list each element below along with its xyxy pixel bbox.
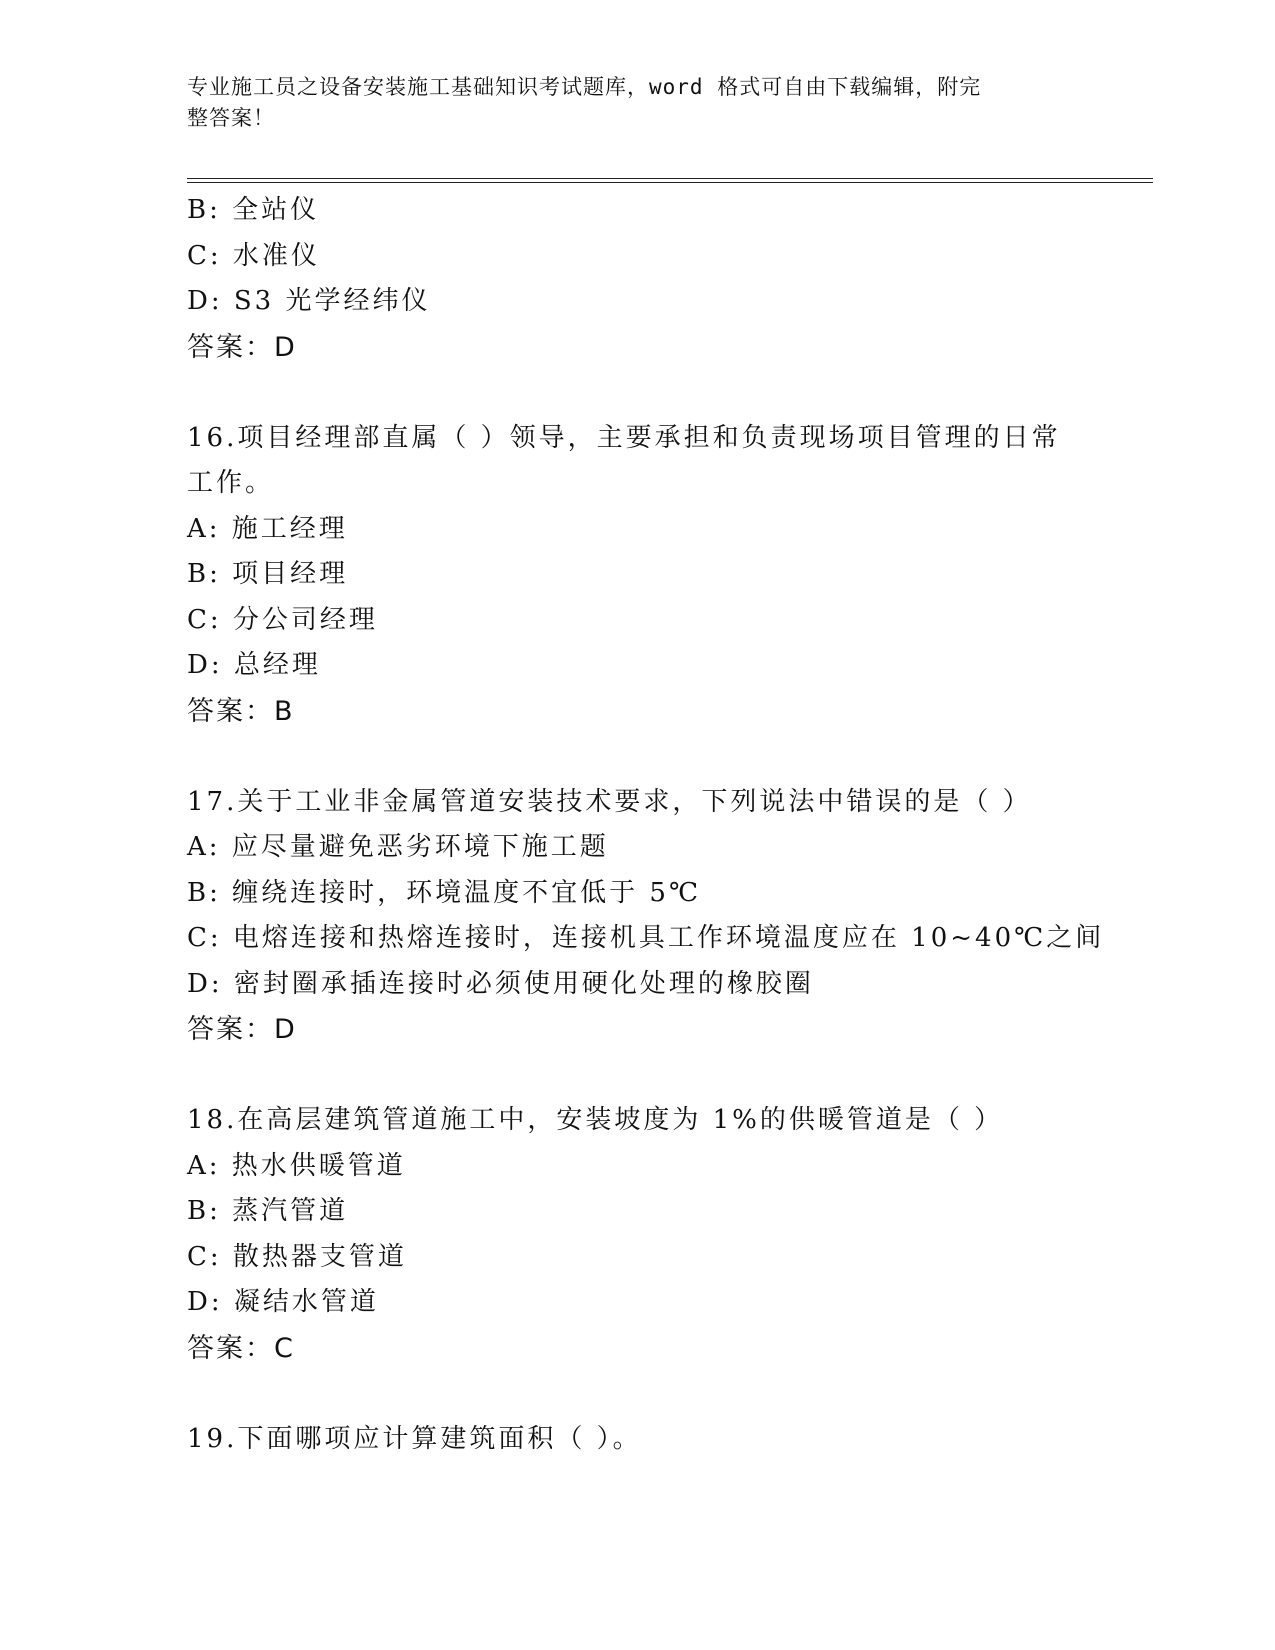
question-stem: 17.关于工业非金属管道安装技术要求，下列说法中错误的是（ ） <box>187 786 1032 817</box>
question-stem-continued: 工作。 <box>187 468 275 498</box>
option-a: A: 施工经理 <box>187 513 348 544</box>
option-c: C: 分公司经理 <box>187 604 378 635</box>
spacer <box>187 370 1087 416</box>
question-19 <box>187 1417 1087 1463</box>
option-b: B: 项目经理 <box>187 559 349 589</box>
spacer <box>187 1053 1087 1099</box>
option-a: A: 热水供暖管道 <box>187 1150 406 1181</box>
option-c: C: 水准仪 <box>187 240 320 271</box>
header-line-2: 整答案！ <box>187 106 275 130</box>
option-b: B: 缠绕连接时，环境温度不宜低于 5℃ <box>187 877 702 908</box>
question-stem: 16.项目经理部直属（ ）领导，主要承担和负责现场项目管理的日常 <box>187 422 1061 453</box>
spacer <box>187 734 1087 780</box>
answer: 答案：C <box>187 1332 295 1364</box>
question-18 <box>187 1098 1087 1371</box>
header-line-1: 专业施工员之设备安装施工基础知识考试题库，word 格式可自由下载编辑，附完 <box>187 75 982 99</box>
question-17 <box>187 780 1105 1053</box>
option-b: B: 全站仪 <box>187 195 320 225</box>
option-c: C: 电熔连接和热熔连接时，连接机具工作环境温度应在 10~40℃之间 <box>187 923 1105 953</box>
option-b: B: 蒸汽管道 <box>187 1196 349 1226</box>
option-a: A: 应尽量避免恶劣环境下施工题 <box>187 832 609 862</box>
question-list <box>187 188 1105 1462</box>
option-c: C: 散热器支管道 <box>187 1241 407 1272</box>
option-d: D: 密封圈承插连接时必须使用硬化处理的橡胶圈 <box>187 968 814 999</box>
option-d: D: 凝结水管道 <box>187 1287 379 1317</box>
answer: 答案：D <box>187 331 297 363</box>
spacer <box>187 1371 1087 1417</box>
document-header <box>187 72 1067 134</box>
answer: 答案：B <box>187 695 295 727</box>
answer: 答案：D <box>187 1014 297 1045</box>
question-15 <box>187 188 1087 370</box>
question-16 <box>187 416 1087 735</box>
header-divider-bottom <box>187 182 1153 183</box>
header-divider-top <box>187 178 1153 179</box>
question-stem: 19.下面哪项应计算建筑面积（ ）。 <box>187 1423 642 1454</box>
question-stem: 18.在高层建筑管道施工中，安装坡度为 1%的供暖管道是（ ） <box>187 1105 1004 1135</box>
option-d: D: 总经理 <box>187 650 321 680</box>
option-d: D: S3 光学经纬仪 <box>187 286 431 316</box>
